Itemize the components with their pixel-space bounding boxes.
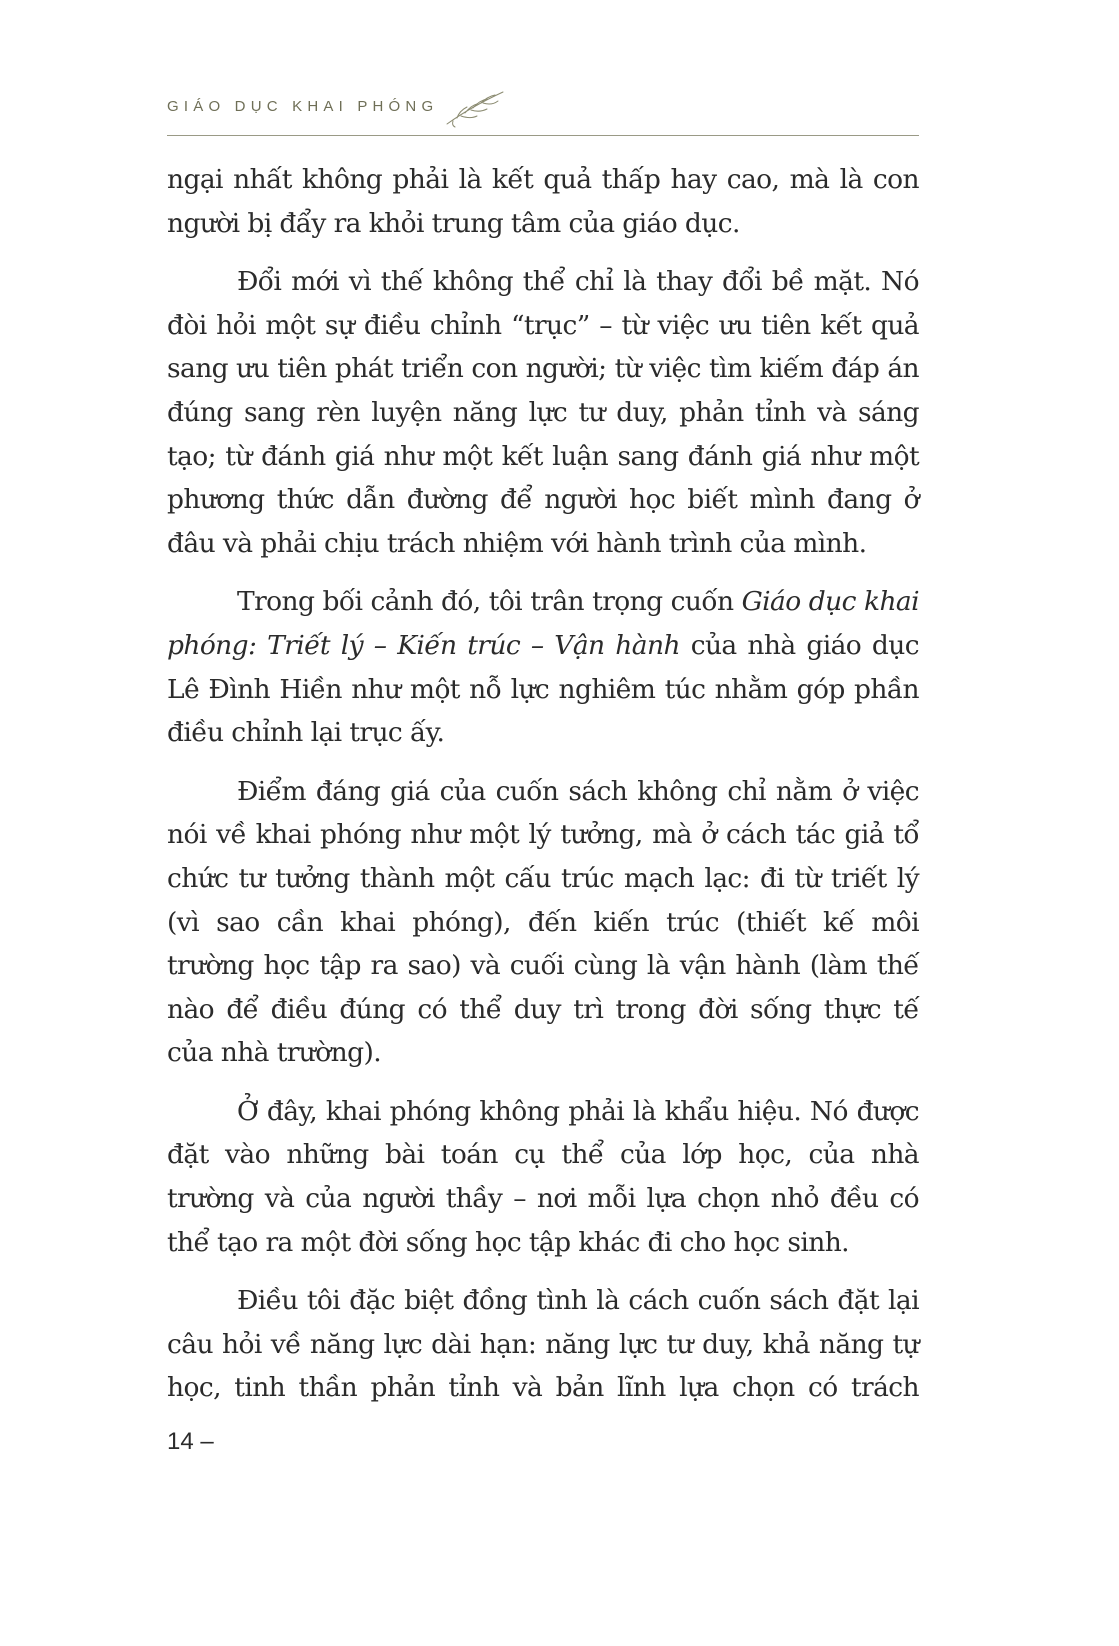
- paragraph: Điểm đáng giá của cuốn sách không chỉ nằm ở việc nói về khai phóng như một lý tưởng, mà ở cách tác giả tổ chức tư tưởng thành một cấu trúc mạch lạc: đi từ triết lý (vì sao cần khai phóng), đến kiến trúc (thiết kế môi trường học tập ra sao) và cuối cùng là vận hành (làm thế nào để điều đúng có thể duy trì trong đời sống thực tế của nhà trường).: [167, 775, 919, 1069]
- header-rule: [167, 135, 919, 136]
- text-after-title: của nhà giáo dục Lê Đình Hiền như một nỗ lực nghiêm túc nhằm góp phần điều chỉnh lại trục ấy.: [167, 629, 919, 749]
- folio-dash: –: [200, 1428, 214, 1455]
- paragraph-continues: Điều tôi đặc biệt đồng tình là cách cuốn sách đặt lại câu hỏi về năng lực dài hạn: năng lực tư duy, khả năng tự học, tinh thần phản tỉnh và bản lĩnh lựa chọn có trách: [167, 1285, 919, 1404]
- paragraph-book-mention: [167, 580, 919, 754]
- paragraph: Đổi mới vì thế không thể chỉ là thay đổi bề mặt. Nó đòi hỏi một sự điều chỉnh “trục” – từ việc ưu tiên kết quả sang ưu tiên phát triển con người; từ việc tìm kiếm đáp án đúng sang rèn luyện năng lực tư duy, phản tỉnh và sáng tạo; từ đánh giá như một kết luận sang đánh giá như một phương thức dẫn đường để người học biết mình đang ở đâu và phải chịu trách nhiệm với hành trình của mình.: [167, 266, 919, 559]
- paragraph: Ở đây, khai phóng không phải là khẩu hiệu. Nó được đặt vào những bài toán cụ thể của lớp học, của nhà trường và của người thầy – nơi mỗi lựa chọn nhỏ đều có thể tạo ra một đời sống học tập khác đi cho học sinh.: [167, 1095, 919, 1258]
- running-header: [167, 88, 919, 140]
- book-title: Giáo dục khai phóng: Triết lý – Kiến trúc – Vận hành: [167, 586, 919, 661]
- running-title: GIÁO DỤC KHAI PHÓNG: [167, 98, 439, 115]
- page-folio: [167, 1428, 214, 1456]
- body-text: [167, 158, 919, 1410]
- olive-sprig-icon: [443, 88, 507, 128]
- page-number: 14: [167, 1428, 194, 1455]
- text-before-title: Trong bối cảnh đó, tôi trân trọng cuốn: [237, 586, 742, 618]
- paragraph-continued: ngại nhất không phải là kết quả thấp hay cao, mà là con người bị đẩy ra khỏi trung tâm của giáo dục.: [167, 164, 919, 239]
